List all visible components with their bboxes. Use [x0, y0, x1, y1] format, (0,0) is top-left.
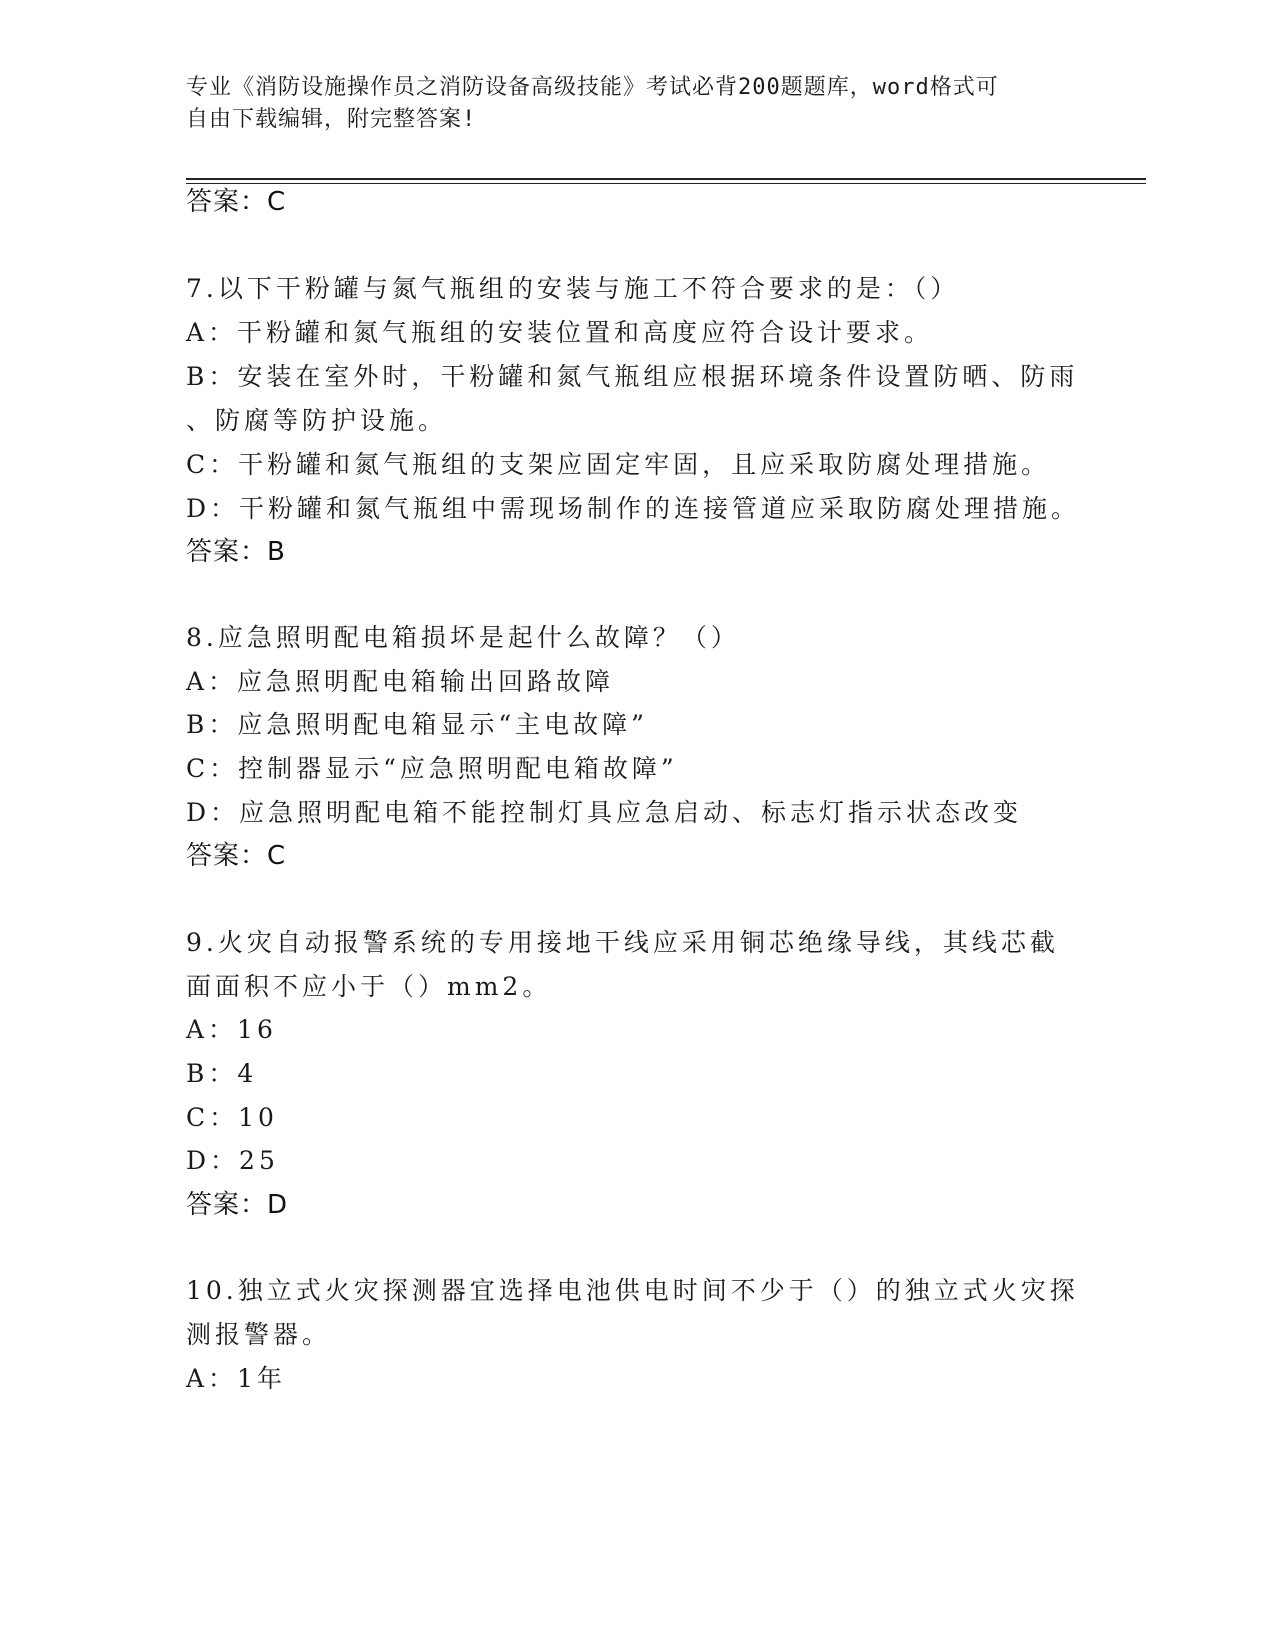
- q8-option-c: C：控制器显示“应急照明配电箱故障”: [186, 754, 678, 783]
- q7-option-a: A：干粉罐和氮气瓶组的安装位置和高度应符合设计要求。: [186, 318, 934, 347]
- header-rule-thick: [186, 178, 1146, 180]
- q7-option-b-line2: 、防腐等防护设施。: [186, 406, 448, 435]
- answer-previous: 答案：C: [186, 187, 287, 217]
- q9-answer: 答案：D: [186, 1190, 289, 1220]
- q9-option-a: A：16: [186, 1015, 277, 1044]
- q8-option-a: A：应急照明配电箱输出回路故障: [186, 667, 615, 696]
- q7-answer: 答案：B: [186, 537, 286, 567]
- q8-option-b: B：应急照明配电箱显示“主电故障”: [186, 710, 648, 739]
- q9-stem-line2: 面面积不应小于（）mm2。: [186, 972, 552, 1001]
- q10-stem-line1: 10.独立式火灾探测器宜选择电池供电时间不少于（）的独立式火灾探: [186, 1276, 1079, 1305]
- q8-option-d: D：应急照明配电箱不能控制灯具应急启动、标志灯指示状态改变: [186, 798, 1023, 827]
- q10-stem-line2: 测报警器。: [186, 1320, 332, 1349]
- q7-stem: 7.以下干粉罐与氮气瓶组的安装与施工不符合要求的是：（）: [186, 274, 960, 303]
- document-header: [186, 72, 1086, 136]
- q9-option-d: D：25: [186, 1146, 279, 1175]
- q7-option-d: D：干粉罐和氮气瓶组中需现场制作的连接管道应采取防腐处理措施。: [186, 494, 1081, 523]
- q7-option-c: C：干粉罐和氮气瓶组的支架应固定牢固，且应采取防腐处理措施。: [186, 450, 1051, 479]
- header-line-2: 自由下载编辑，附完整答案!: [186, 107, 477, 132]
- q8-stem: 8.应急照明配电箱损坏是起什么故障？（）: [186, 623, 740, 652]
- header-rule-thin: [186, 183, 1146, 184]
- q9-option-c: C：10: [186, 1103, 278, 1132]
- q10-option-a: A：1年: [186, 1364, 286, 1393]
- q7-option-b-line1: B：安装在室外时，干粉罐和氮气瓶组应根据环境条件设置防晒、防雨: [186, 362, 1079, 391]
- q9-option-b: B：4: [186, 1059, 258, 1088]
- header-line-1: 专业《消防设施操作员之消防设备高级技能》考试必背200题题库，word格式可: [186, 75, 999, 100]
- q9-stem-line1: 9.火灾自动报警系统的专用接地干线应采用铜芯绝缘导线，其线芯截: [186, 928, 1059, 957]
- q8-answer: 答案：C: [186, 841, 287, 871]
